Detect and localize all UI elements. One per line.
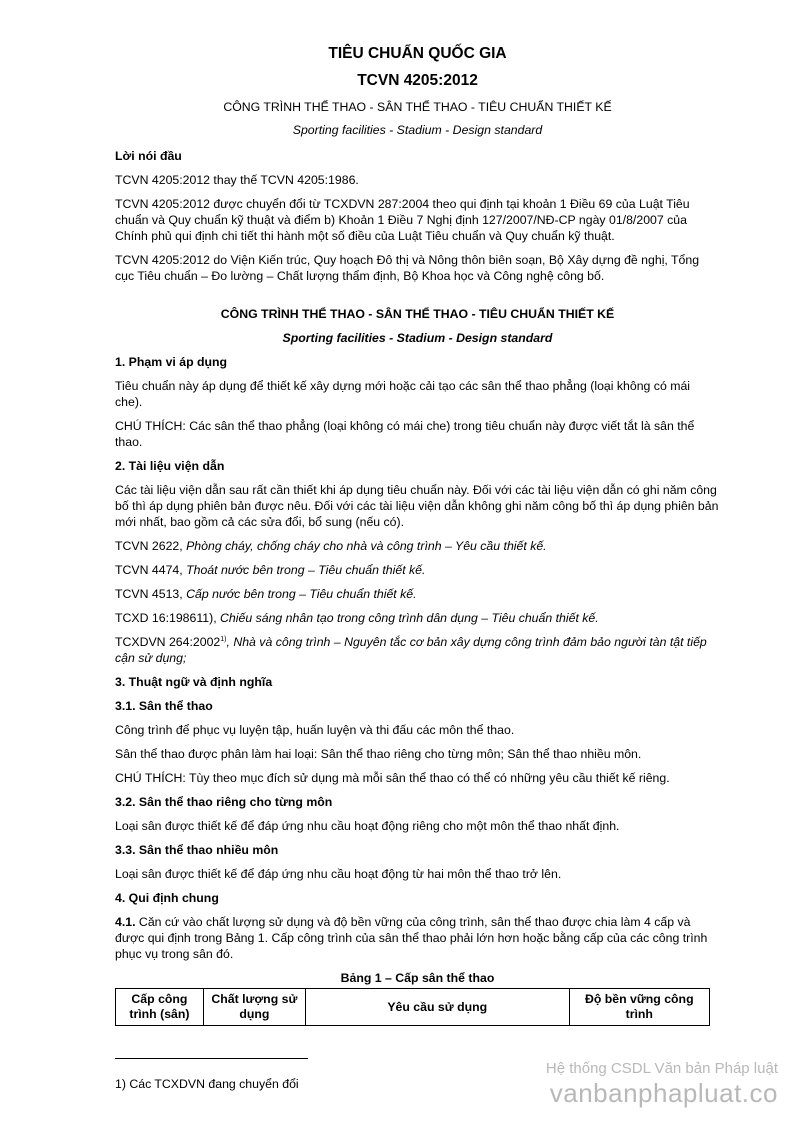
section-3-3-heading: 3.3. Sân thể thao nhiều môn (115, 843, 279, 857)
foreword-paragraph-2: TCVN 4205:2012 được chuyển đổi từ TCXDVN 287:2004 theo qui định tại khoản 1 Điều 69 của Luật Tiêu chuẩn và Quy chuẩn kỹ thuật và điểm b) Khoản 1 Điều 7 Nghị định 127/2007/NĐ-CP ngày 01/8/2007 của Chính phủ qui định chi tiết thi hành một số điều của Luật Tiêu chuẩn và Quy chuẩn kỹ thuật. (115, 197, 690, 243)
section-3-1-paragraph-1: Công trình để phục vụ luyện tập, huấn luyện và thi đấu các môn thể thao. (115, 723, 515, 737)
section-1-heading: 1. Phạm vi áp dụng (115, 355, 228, 369)
table-header-cell: Độ bền vững công trình (569, 989, 709, 1026)
footnote-divider (115, 1058, 308, 1059)
watermark (546, 1060, 778, 1108)
table-1 (115, 988, 710, 1026)
section-3-1-note: CHÚ THÍCH: Tùy theo mục đích sử dụng mà mỗi sân thể thao có thể có những yêu cầu thiết kế riêng. (115, 771, 670, 785)
watermark-line-2: vanbanphapluat.co (549, 1078, 778, 1108)
document-title: TIÊU CHUẨN QUỐC GIA (328, 45, 507, 62)
standard-code: TCVN 4205:2012 (357, 72, 478, 89)
section-2-paragraph: Các tài liệu viện dẫn sau rất cần thiết khi áp dụng tiêu chuẩn này. Đối với các tài liệu viện dẫn có ghi năm công bố thì áp dụng phiên bản được nêu. Đối với các tài liệu viện dẫn không ghi năm công bố thì áp dụng phiên bản mới nhất, bao gồm cả các sửa đổi, bổ sung (nếu có). (115, 483, 719, 529)
reference-item: TCXD 16:198611), Chiếu sáng nhân tạo trong công trình dân dụng – Tiêu chuẩn thiết kế. (115, 611, 599, 625)
section-3-3-paragraph: Loại sân được thiết kế để đáp ứng nhu cầu hoạt động từ hai môn thể thao trở lên. (115, 867, 562, 881)
main-title-en: Sporting facilities - Stadium - Design standard (282, 331, 553, 345)
section-4-1-paragraph: 4.1. Căn cứ vào chất lượng sử dụng và độ bền vững của công trình, sân thể thao được chia làm 4 cấp và được qui định trong Bảng 1. Cấp công trình của sân thể thao phải lớn hơn hoặc bằng cấp của các công trình phục vụ trong sân đó. (115, 915, 708, 961)
section-2-heading: 2. Tài liệu viện dẫn (115, 459, 225, 473)
section-1-paragraph: Tiêu chuẩn này áp dụng để thiết kế xây dựng mới hoặc cải tạo các sân thể thao phẳng (loại không có mái che). (115, 379, 691, 409)
reference-item: TCXDVN 264:2002$^{1)}$, Nhà và công trình – Nguyên tắc cơ bản xây dựng công trình đảm bảo người tàn tật tiếp cận sử dụng; (115, 635, 707, 665)
footnote-marker: 1) (220, 635, 227, 643)
standard-name-vi: CÔNG TRÌNH THỂ THAO - SÂN THỂ THAO - TIÊU CHUẨN THIẾT KẾ (223, 100, 612, 114)
footnote: 1) Các TCXDVN đang chuyển đổi (115, 1077, 299, 1091)
reference-item: TCVN 4474, Thoát nước bên trong – Tiêu chuẩn thiết kế. (115, 563, 426, 577)
main-title-vi: CÔNG TRÌNH THỂ THAO - SÂN THỂ THAO - TIÊU CHUẨN THIẾT KẾ (220, 307, 615, 321)
foreword-paragraph-3: TCVN 4205:2012 do Viện Kiến trúc, Quy hoạch Đô thị và Nông thôn biên soạn, Bộ Xây dựng đề nghị, Tổng cục Tiêu chuẩn – Đo lường – Chất lượng thẩm định, Bộ Khoa học và Công nghệ công bố. (115, 253, 700, 283)
foreword-paragraph-1: TCVN 4205:2012 thay thế TCVN 4205:1986. (115, 173, 359, 187)
standard-name-en: Sporting facilities - Stadium - Design standard (292, 123, 543, 137)
reference-item: TCVN 4513, Cấp nước bên trong – Tiêu chuẩn thiết kế. (115, 587, 417, 601)
section-3-1-paragraph-2: Sân thể thao được phân làm hai loại: Sân thể thao riêng cho từng môn; Sân thể thao nhiều môn. (115, 747, 642, 761)
table-header-row (116, 989, 710, 1026)
foreword-heading: Lời nói đầu (115, 149, 182, 163)
section-3-heading: 3. Thuật ngữ và định nghĩa (115, 675, 273, 689)
section-3-1-heading: 3.1. Sân thể thao (115, 699, 213, 713)
section-3-2-heading: 3.2. Sân thể thao riêng cho từng môn (115, 795, 333, 809)
table-header-cell: Yêu cầu sử dụng (305, 989, 569, 1026)
document-page (115, 44, 720, 1026)
table-header-cell: Chất lượng sử dụng (203, 989, 305, 1026)
table-header-cell: Cấp công trình (sân) (116, 989, 204, 1026)
section-1-note: CHÚ THÍCH: Các sân thể thao phẳng (loại không có mái che) trong tiêu chuẩn này được viết tắt là sân thể thao. (115, 419, 695, 449)
reference-item: TCVN 2622, Phòng cháy, chống cháy cho nhà và công trình – Yêu cầu thiết kế. (115, 539, 547, 553)
watermark-line-1: Hệ thống CSDL Văn bản Pháp luật (545, 1060, 778, 1077)
table-1-caption: Bảng 1 – Cấp sân thể thao (340, 971, 495, 985)
section-4-heading: 4. Qui định chung (115, 891, 219, 905)
section-3-2-paragraph: Loại sân được thiết kế để đáp ứng nhu cầu hoạt động riêng cho một môn thể thao nhất định. (115, 819, 620, 833)
